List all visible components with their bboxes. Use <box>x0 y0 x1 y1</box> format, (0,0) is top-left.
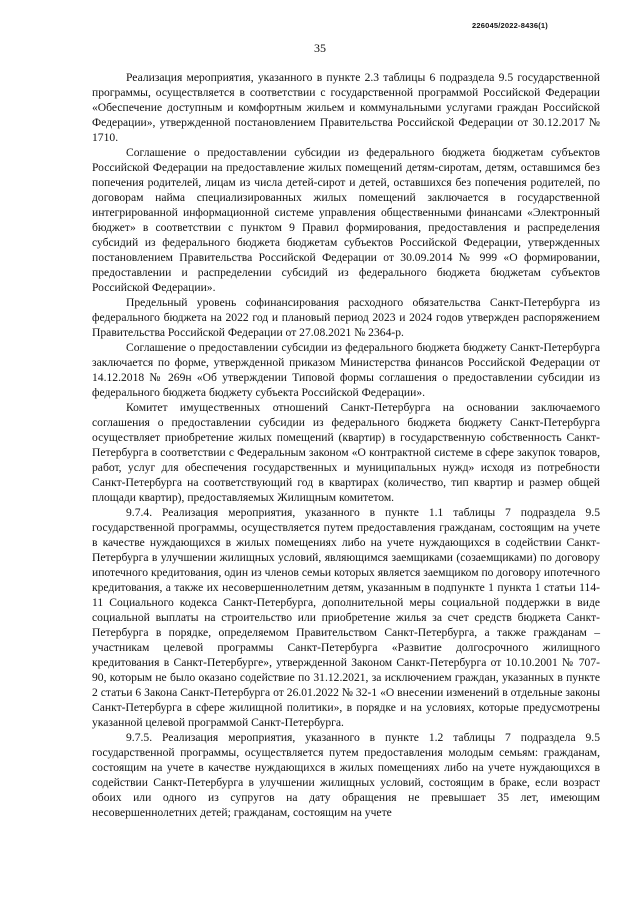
paragraph-property-committee: Комитет имущественных отношений Санкт-Петербурга на основании заключаемого соглашения о предоставлении субсидии из федерального бюджета бюджету Санкт-Петербурга осуществляет приобретение жилых помещений (квартир) в государственную собственность Санкт-Петербурга в соответствии с Федеральным законом «О контрактной системе в сфере закупок товаров, работ, услуг для обеспечения государственных и муниципальных нужд» исходя из потребности Санкт-Петербурга на соответствующий год в квартирах (количество, тип квартир и размер общей площади квартир), предоставляемых Жилищным комитетом. <box>92 401 600 504</box>
paragraph-9-7-5: 9.7.5. Реализация мероприятия, указанного в пункте 1.2 таблицы 7 подраздела 9.5 государственной программы, осуществляется путем предоставления молодым семьям: гражданам, состоящим на учете в качестве нуждающихся в жилых помещениях либо на учете нуждающихся в содействии Санкт-Петербурга в улучшении жилищных условий, состоящим в браке, если возраст обоих или одного из супругов на дату обращения не превышает 35 лет, имеющим несовершеннолетних детей; гражданам, состоящим на учете <box>92 731 600 819</box>
paragraph-9-7-4: 9.7.4. Реализация мероприятия, указанного в пункте 1.1 таблицы 7 подраздела 9.5 государственной программы, осуществляется путем предоставления гражданам, состоящим на учете в качестве нуждающихся в жилых помещениях либо на учете нуждающихся в содействии Санкт-Петербурга в улучшении жилищных условий, являющимся заемщиками (созаемщиками) по договору ипотечного кредитования, один из членов семьи которых является заемщиком по договору ипотечного кредитования, а также их несовершеннолетним детям, указанным в подпункте 1 пункта 1 статьи 114-11 Социального кодекса Санкт-Петербурга, дополнительной меры социальной поддержки в виде социальной выплаты на строительство или приобретение жилья за счет средств бюджета Санкт-Петербурга в порядке, определяемом Правительством Санкт-Петербурга, а также гражданам – участникам целевой программы Санкт-Петербурга «Развитие долгосрочного жилищного кредитования в Санкт-Петербурге», утвержденной Законом Санкт-Петербурга от 10.10.2001 № 707-90, которым не было оказано содействие по 31.12.2021, за исключением граждан, указанных в пункте 2 статьи 6 Закона Санкт-Петербурга от 26.01.2022 № 32-1 «О внесении изменений в отдельные законы Санкт-Петербурга в сфере жилищной политики», в порядке и на условиях, которые предусмотрены указанной целевой программой Санкт-Петербурга. <box>92 506 600 729</box>
paragraph-program-implementation: Реализация мероприятия, указанного в пункте 2.3 таблицы 6 подраздела 9.5 государственной программы, осуществляется в соответствии с государственной программой Российской Федерации «Обеспечение доступным и комфортным жильем и коммунальными услугами граждан Российской Федерации», утвержденной постановлением Правительства Российской Федерации от 30.12.2017 № 1710. <box>92 71 600 144</box>
document-registration-code: 226045/2022-8436(1) <box>472 21 548 30</box>
document-body <box>92 70 600 820</box>
paragraph-subsidy-agreement-orphans: Соглашение о предоставлении субсидии из федерального бюджета бюджетам субъектов Российской Федерации на предоставление жилых помещений детям-сиротам, детям, оставшимся без попечения родителей, лицам из числа детей-сирот и детей, оставшихся без попечения родителей, по договорам найма специализированных жилых помещений заключается в государственной интегрированной информационной системе управления общественными финансами «Электронный бюджет» в соответствии с пунктом 9 Правил формирования, предоставления и распределения субсидий из федерального бюджета бюджетам субъектов Российской Федерации, утвержденных постановлением Правительства Российской Федерации от 30.09.2014 № 999 «О формировании, предоставлении и распределении субсидий из федерального бюджета бюджетам субъектов Российской Федерации». <box>92 146 600 294</box>
paragraph-cofinancing-level: Предельный уровень софинансирования расходного обязательства Санкт-Петербурга из федерального бюджета на 2022 год и плановый период 2023 и 2024 годов утвержден распоряжением Правительства Российской Федерации от 27.08.2021 № 2364-р. <box>92 296 600 339</box>
page-number: 35 <box>314 41 326 55</box>
paragraph-agreement-form: Соглашение о предоставлении субсидии из федерального бюджета бюджету Санкт-Петербурга заключается по форме, утвержденной приказом Министерства финансов Российской Федерации от 14.12.2018 № 269н «Об утверждении Типовой формы соглашения о предоставлении субсидии из федерального бюджета бюджету субъекта Российской Федерации». <box>92 341 600 399</box>
